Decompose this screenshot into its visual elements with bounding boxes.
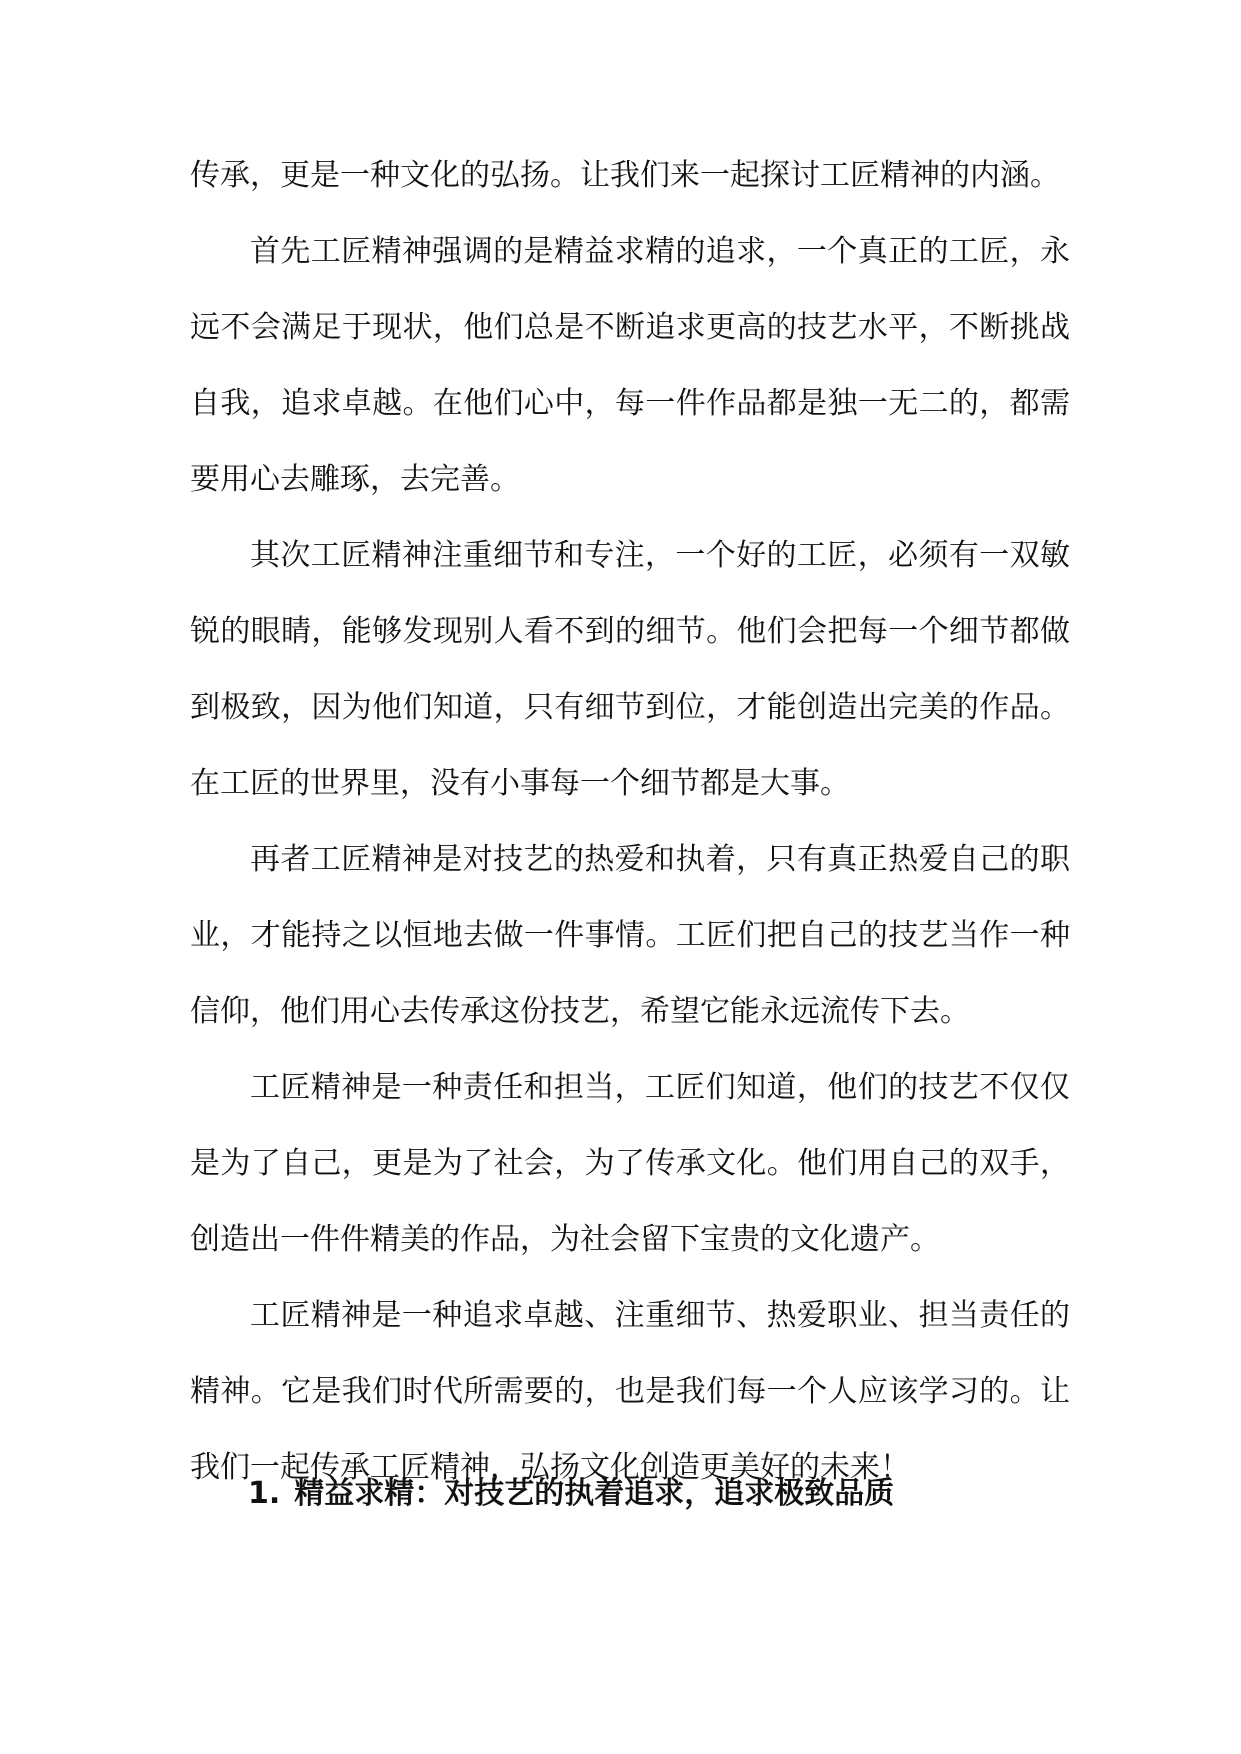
paragraph-conclusion: 工匠精神是一种追求卓越、注重细节、热爱职业、担当责任的精神。它是我们时代所需要的，也是我们每一个人应该学习的。让我们一起传承工匠精神，弘扬文化创造更美好的未来！ — [190, 1298, 1070, 1485]
paragraph-attention-to-detail: 其次工匠精神注重细节和专注，一个好的工匠，必须有一双敏锐的眼睛，能够发现别人看不到的细节。他们会把每一个细节都做到极致，因为他们知道，只有细节到位，才能创造出完美的作品。在工匠的世界里，没有小事每一个细节都是大事。 — [190, 538, 1070, 801]
paragraph-continuation: 传承，更是一种文化的弘扬。让我们来一起探讨工匠精神的内涵。 — [190, 158, 1060, 193]
section-heading — [248, 1474, 894, 1514]
document-body — [190, 138, 1070, 1506]
paragraph-responsibility: 工匠精神是一种责任和担当，工匠们知道，他们的技艺不仅仅是为了自己，更是为了社会，为了传承文化。他们用自己的双手，创造出一件件精美的作品，为社会留下宝贵的文化遗产。 — [190, 1070, 1070, 1257]
section-heading-number: 1. — [248, 1476, 281, 1511]
paragraph-pursuit-of-excellence: 首先工匠精神强调的是精益求精的追求，一个真正的工匠，永远不会满足于现状，他们总是不断追求更高的技艺水平，不断挑战自我，追求卓越。在他们心中，每一件作品都是独一无二的，都需要用心去雕琢，去完善。 — [190, 234, 1070, 497]
section-heading-text: 精益求精：对技艺的执着追求，追求极致品质 — [294, 1476, 895, 1511]
paragraph-love-of-craft: 再者工匠精神是对技艺的热爱和执着，只有真正热爱自己的职业，才能持之以恒地去做一件事情。工匠们把自己的技艺当作一种信仰，他们用心去传承这份技艺，希望它能永远流传下去。 — [190, 842, 1070, 1029]
